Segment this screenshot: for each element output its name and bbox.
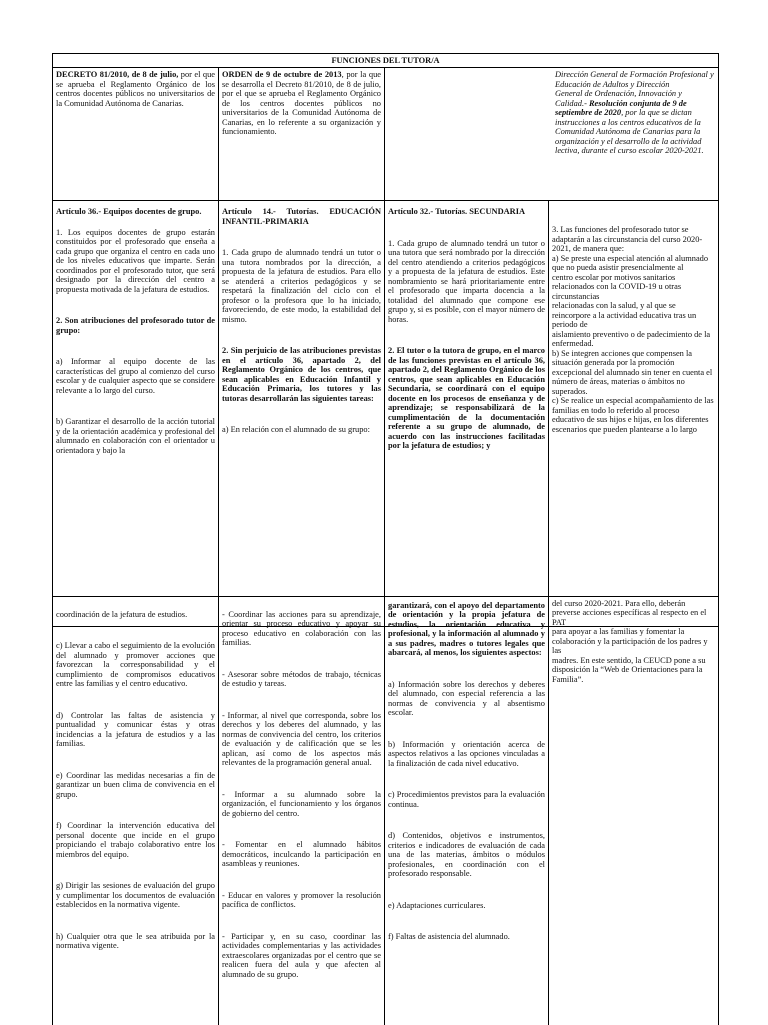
res-l1: 3. Las funciones del profesorado tutor se adaptarán a las circunstancia del curso 2020- — [552, 225, 703, 244]
art32-a: a) Información sobre los derechos y deberes del alumnado, con especial referencia a las normas de convivencia y al absentismo escolar. — [388, 679, 545, 718]
res-c6: Familia”. — [552, 674, 584, 684]
art32-e: e) Adaptaciones curriculares. — [388, 900, 486, 910]
header-orden — [219, 68, 385, 201]
col-articulo-36 — [53, 201, 219, 627]
art32-p2: 2. El tutor o la tutora de grupo, en el marco de las funciones previstas en el artículo 36, apartado 2, del Reglamento Orgánico de los centros, que sean aplicables en Educación Secundaria, se coordinará con el equipo docente en los procesos de enseñanza y de aprendizaje; se responsabilizará de la cumplimentación de la documentación referente a su grupo de alumnado, de acuerdo con las instrucciones facilitadas por la jefatura de estudios; y — [388, 346, 545, 451]
col-resolucion-covid-cont — [549, 597, 719, 1025]
res-c5: madres. En este sentido, la CEUCD pone a su disposición la “Web de Orientaciones para la — [552, 655, 706, 675]
art14-item-5: - Fomentar en el alumnado hábitos democráticos, inculcando la participación en asambleas y reuniones. — [222, 840, 381, 869]
art14-p1: 1. Cada grupo de alumnado tendrá un tutor o una tutora nombrados por la dirección, a propuesta de la jefatura de estudios. Para ello se atenderá a criterios pedagógicos y se respetará la finalización del ciclo con el profesor o la profesora que lo ha iniciado, favoreciendo, de este modo, la estabilidad del mismo. — [222, 248, 381, 324]
resolucion-title: Resolución conjunta de 9 de septiembre de 2020 — [555, 98, 687, 118]
art36-g: g) Dirigir las sesiones de evaluación del grupo y cumplimentar los documentos de evaluación establecidos en la normativa vigente. — [56, 881, 215, 910]
art32-d: d) Contenidos, objetivos e instrumentos, criterios e indicadores de evaluación de cada una de las materias, ámbitos o módulos profesionales, en coordinación con el profesorado responsable. — [388, 831, 545, 879]
art32-c: c) Procedimientos previstos para la evaluación continua. — [388, 790, 545, 809]
art36-a: a) Informar al equipo docente de las características del grupo al comienzo del curso escolar y de cualquier aspecto que se considere relevante a lo largo del curso. — [56, 357, 215, 395]
col-resolucion-covid — [549, 201, 719, 627]
res-c2: educativo de sus hijos e hijas, en los diferentes escenarios que pueden plantearse a lo largo — [552, 415, 709, 434]
art32-p2-cont: garantizará, con el apoyo del departamento de orientación y la propia jefatura de estudios, la orientación educativa y profesional, y la información al alumnado y a sus padres, madres o tutores legales que abarcará, al menos, los siguientes aspectos: — [388, 601, 545, 658]
col-articulo-14 — [219, 201, 385, 627]
header-decreto — [53, 68, 219, 201]
res-c4: para apoyar a las familias y fomentar la colaboración y la participación de los padres y las — [552, 627, 708, 656]
art36-b: b) Garantizar el desarrollo de la acción tutorial y de la orientación académica y profesional del alumnado en colaboración con el orientador u orientadora y bajo la — [56, 417, 215, 455]
art36-h: h) Cualquier otra que le sea atribuida por la normativa vigente. — [56, 931, 215, 951]
header-resolucion — [385, 68, 719, 201]
art36-c: c) Llevar a cabo el seguimiento de la evolución del alumnado y promover acciones que favorezcan la corresponsabilidad y el cumplimiento de compromisos educativos entre las familias y el centro educativo. — [56, 641, 215, 689]
table-title: FUNCIONES DEL TUTOR/A — [53, 54, 719, 68]
res-l2: 2021, de manera que: — [552, 244, 625, 254]
art36-p1: 1. Los equipos docentes de grupo estarán constituidos por el profesorado que enseña a cada grupo que organiza el centro en cada uno de los niveles educativos que imparte. Serán coordinados por el profesorado tutor, que será designado por la dirección del centro a propuesta motivada de la jefatura de estudios. — [56, 227, 215, 294]
resolucion-dept: General de Ordenación, Innovación y Calidad.- — [555, 89, 682, 108]
art14-item-3: - Informar, al nivel que corresponda, sobre los derechos y los deberes del alumnado, y las normas de convivencia del centro, los criterios de evaluación y de calificación que se les aplican, así como de los aspectos más relevantes de la programación general anual. — [222, 710, 381, 768]
res-a3: relacionadas con la salud, y al que se reincorpore a la actividad educativa tras un periodo de — [552, 301, 697, 330]
resolucion-line-1: Dirección General de Formación Profesional y Educación de Adultos y Dirección — [555, 70, 714, 89]
resolucion-line-2 — [555, 89, 715, 155]
art14-item-7: - Participar y, en su caso, coordinar las actividades complementarias y las actividades extraescolares organizadas por el centro que se realicen fuera del aula y que afecten al alumnado de su grupo. — [222, 931, 381, 979]
res-b2: superados. — [552, 386, 588, 396]
res-c: c) Se realice un especial acompañamiento de las familias en todo lo referido al proceso — [552, 396, 714, 415]
art14-item-4: - Informar a su alumnado sobre la organización, el funcionamiento y los órganos de gobierno del centro. — [222, 789, 381, 818]
res-b: b) Se integren acciones que compensen la situación generada por la promoción excepcional del alumnado sin tener en cuenta el número de áreas, materias o ámbitos no — [552, 348, 713, 387]
resolucion-text: , por la que se dictan instrucciones a los centros educativos de la Comunidad Autónoma de Canarias para la organización y el desarrollo de la actividad lectiva, durante el curso escolar 2020-2021. — [555, 108, 704, 156]
tutor-functions-table-part-1 — [52, 53, 719, 627]
col-articulo-32-cont — [385, 597, 549, 1025]
art14-item-6: - Educar en valores y promover la resolución pacífica de conflictos. — [222, 890, 381, 910]
tutor-functions-table-part-2 — [52, 596, 719, 1025]
art36-heading: Artículo 36.- Equipos docentes de grupo. — [56, 207, 202, 217]
art32-f: f) Faltas de asistencia del alumnado. — [388, 932, 510, 942]
art32-heading: Artículo 32.- Tutorías. SECUNDARIA — [388, 207, 526, 217]
orden-text: , por la que se desarrolla el Decreto 81/2010, de 8 de julio, por el que se aprueba el Reglamento Orgánico de los centros docentes públicos no universitarios de la Comunidad Autónoma de Canarias, en lo referente a su organización y funcionamiento. — [222, 70, 381, 137]
res-a2: centro escolar por motivos sanitarios relacionados con la COVID-19 u otras circunstancias — [552, 272, 682, 301]
orden-title: ORDEN de 9 de octubre de 2013 — [222, 70, 342, 80]
res-c3: del curso 2020-2021. Para ello, deberán preverse acciones específicas al respecto en el PAT — [552, 599, 707, 627]
art36-b-cont: coordinación de la jefatura de estudios. — [56, 610, 188, 619]
col-articulo-36-cont — [53, 597, 219, 1025]
art14-item-1: - Coordinar las acciones para su aprendizaje, orientar su proceso educativo y apoyar su proceso educativo en colaboración con las familias. — [222, 610, 381, 648]
art32-p1: 1. Cada grupo de alumnado tendrá un tutor o una tutora que será nombrado por la dirección del centro atendiendo a criterios pedagógicos y a propuesta de la jefatura de estudios. Este nombramiento se hará prioritariamente entre el profesorado que imparta docencia a la totalidad del alumnado que compone ese grupo y, si es posible, con el mayor número de horas. — [388, 238, 545, 324]
art36-d: d) Controlar las faltas de asistencia y puntualidad y comunicar éstas y otras incidencias a la jefatura de estudios y a las familias. — [56, 710, 215, 749]
art36-f: f) Coordinar la intervención educativa del personal docente que incide en el grupo propiciando el trabajo colaborativo entre los miembros del equipo. — [56, 821, 215, 859]
decreto-text: por el que se aprueba el Reglamento Orgánico de los centros docentes públicos no universitarios de la Comunidad Autónoma de Canarias. — [56, 70, 215, 108]
col-articulo-32 — [385, 201, 549, 627]
art14-heading: Artículo 14.- Tutorías. EDUCACIÓN INFANTIL-PRIMARIA — [222, 207, 381, 226]
art14-a: a) En relación con el alumnado de su grupo: — [222, 425, 370, 435]
art32-b: b) Información y orientación acerca de aspectos relativos a las opciones vinculadas a la finalización de cada nivel educativo. — [388, 739, 545, 768]
art36-p2: 2. Son atribuciones del profesorado tutor de grupo: — [56, 316, 215, 335]
res-a4: aislamiento preventivo o de padecimiento de la enfermedad. — [552, 329, 711, 349]
decreto-title: DECRETO 81/2010, de 8 de julio, — [56, 70, 179, 80]
res-a: a) Se preste una especial atención al alumnado que no pueda asistir presencialmente al — [552, 253, 709, 273]
art14-item-2: - Asesorar sobre métodos de trabajo, técnicas de estudio y tareas. — [222, 669, 381, 689]
art36-e: e) Coordinar las medidas necesarias a fin de garantizar un buen clima de convivencia en el grupo. — [56, 770, 215, 799]
col-articulo-14-cont — [219, 597, 385, 1025]
art14-p2: 2. Sin perjuicio de las atribuciones previstas en el artículo 36, apartado 2, del Reglamento Orgánico de los centros, que sean aplicables en Educación Infantil y Educación Primaria, los tutores y las tutoras desarrollarán las siguientes tareas: — [222, 346, 381, 403]
